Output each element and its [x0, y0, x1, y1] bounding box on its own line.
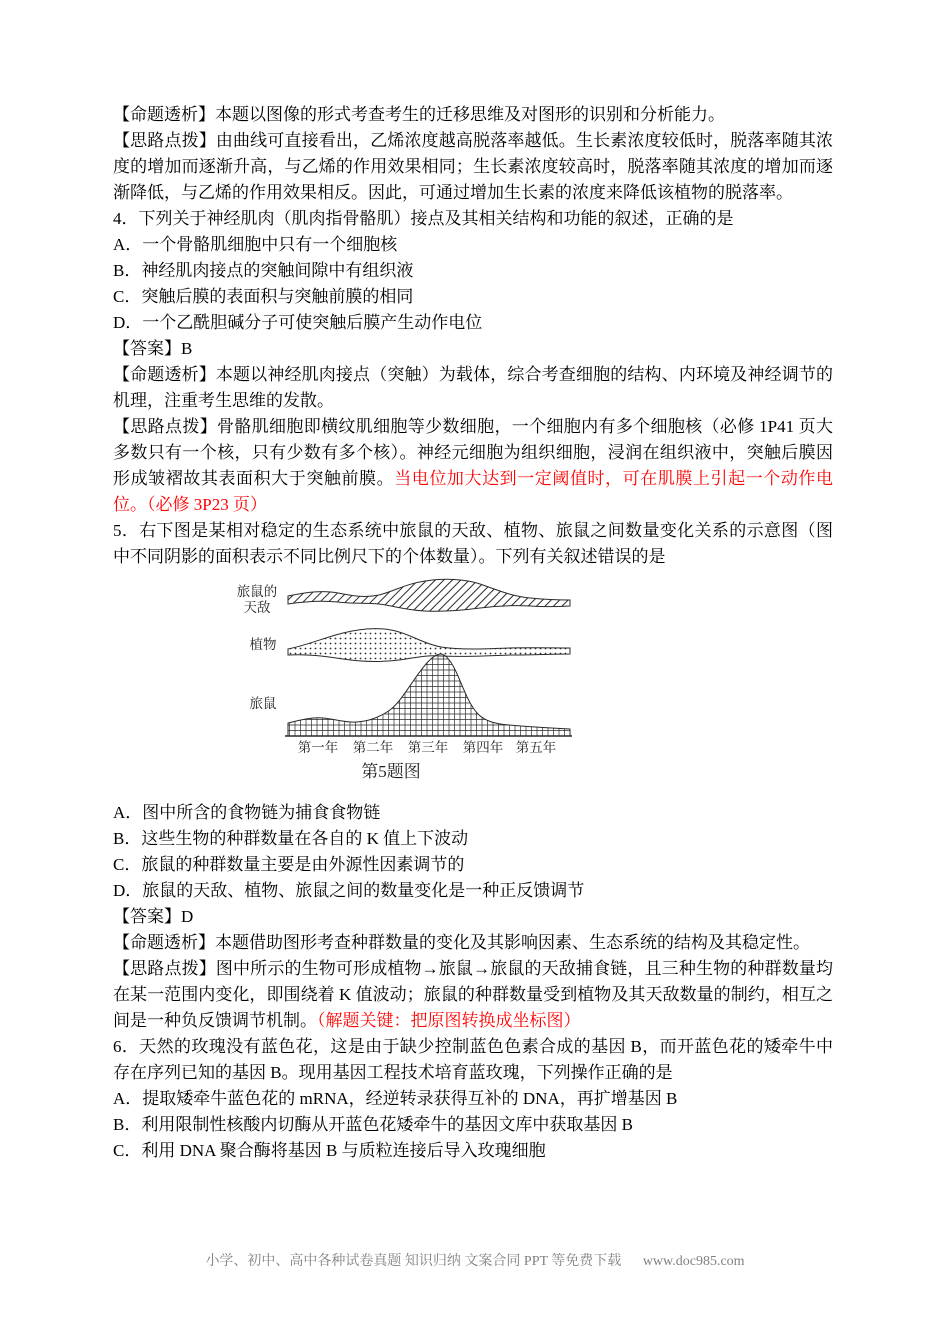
- q4-option-a: A．一个骨骼肌细胞中只有一个细胞核: [113, 235, 398, 254]
- q5-silu-paragraph: [113, 956, 833, 1034]
- q5-silu-black-text: 【思路点拨】图中所示的生物可形成植物→旅鼠→旅鼠的天敌捕食链，且三种生物的种群数量均在某一范围内变化，即围绕着 K 值波动；旅鼠的种群数量受到植物及其天敌数量的制约，相互之间是一种负反馈调节机制。: [113, 959, 833, 1030]
- plant-population-band: [288, 629, 570, 662]
- figure-label-lemming: 旅鼠: [249, 696, 277, 711]
- x-tick-year2: 第二年: [352, 740, 394, 755]
- lemming-population-band: [288, 654, 570, 736]
- figure-label-plant: 植物: [249, 637, 277, 652]
- q4-silu-black-text: 【思路点拨】骨骼肌细胞即横纹肌细胞等少数细胞，一个细胞内有多个细胞核（必修 1P41 页大多数只有一个核，只有少数有多个核）。神经元细胞为组织细胞，浸润在组织液中，突触后膜因形成皱褶故其表面积大于突触前膜。: [113, 417, 833, 488]
- q5-silu-red-text: （解题关键：把原图转换成坐标图）: [317, 1011, 581, 1030]
- q6-option-a: A．提取矮牵牛蓝色花的 mRNA，经逆转录获得互补的 DNA，再扩增基因 B: [113, 1089, 678, 1108]
- population-diagram: [223, 576, 575, 788]
- x-tick-year4: 第四年: [462, 740, 504, 755]
- figure-caption: 第5题图: [361, 762, 421, 781]
- q4-stem: 4．下列关于神经肌肉（肌肉指骨骼肌）接点及其相关结构和功能的叙述，正确的是: [113, 209, 734, 228]
- q5-option-c: C．旅鼠的种群数量主要是由外源性因素调节的: [113, 855, 465, 874]
- q5-option-d: D．旅鼠的天敌、植物、旅鼠之间的数量变化是一种正反馈调节: [113, 881, 585, 900]
- page-footer: [0, 1250, 950, 1270]
- q4-answer: 【答案】B: [113, 339, 193, 358]
- x-tick-year3: 第三年: [407, 740, 449, 755]
- q6-stem: 6．天然的玫瑰没有蓝色花，这是由于缺少控制蓝色色素合成的基因 B，而开蓝色花的矮牵牛中存在序列已知的基因 B。现用基因工程技术培育蓝玫瑰，下列操作正确的是: [113, 1037, 833, 1082]
- figure-label-predator-line2: 天敌: [243, 600, 271, 615]
- q6-option-c: C．利用 DNA 聚合酶将基因 B 与质粒连接后导入玫瑰细胞: [113, 1141, 546, 1160]
- q4-mingti-paragraph: 【命题透析】本题以神经肌肉接点（突触）为载体，综合考查细胞的结构、内环境及神经调节的机理，注重考生思维的发散。: [113, 365, 833, 410]
- q4-option-c: C．突触后膜的表面积与突触前膜的相同: [113, 287, 414, 306]
- q5-answer: 【答案】D: [113, 907, 194, 926]
- q3-silu-paragraph: 【思路点拨】由曲线可直接看出，乙烯浓度越高脱落率越低。生长素浓度较低时，脱落率随其浓度的增加而逐渐升高，与乙烯的作用效果相同；生长素浓度较高时，脱落率随其浓度的增加而逐渐降低，与乙烯的作用效果相反。因此，可通过增加生长素的浓度来降低该植物的脱落率。: [113, 131, 833, 202]
- predator-population-band: [288, 579, 570, 611]
- q5-stem: 5．右下图是某相对稳定的生态系统中旅鼠的天敌、植物、旅鼠之间数量变化关系的示意图（图中不同阴影的面积表示不同比例尺下的个体数量）。下列有关叙述错误的是: [113, 521, 833, 566]
- q6-option-b: B．利用限制性核酸内切酶从开蓝色花矮牵牛的基因文库中获取基因 B: [113, 1115, 633, 1134]
- q5-mingti-paragraph: 【命题透析】本题借助图形考查种群数量的变化及其影响因素、生态系统的结构及其稳定性。: [113, 933, 810, 952]
- q4-option-d: D．一个乙酰胆碱分子可使突触后膜产生动作电位: [113, 313, 483, 332]
- x-tick-year5: 第五年: [515, 740, 557, 755]
- q5-option-a: A．图中所含的食物链为捕食食物链: [113, 803, 381, 822]
- q4-silu-paragraph: [113, 414, 833, 518]
- q5-figure: [223, 576, 833, 796]
- x-tick-year1: 第一年: [297, 740, 339, 755]
- footer-text: 小学、初中、高中各种试卷真题 知识归纳 文案合同 PPT 等免费下载: [205, 1254, 622, 1269]
- figure-label-predator-line1: 旅鼠的: [236, 584, 278, 599]
- q5-option-b: B．这些生物的种群数量在各自的 K 值上下波动: [113, 829, 469, 848]
- footer-site-link[interactable]: www.doc985.com: [642, 1254, 745, 1269]
- q4-silu-red-text: 当电位加大达到一定阈值时，可在肌膜上引起一个动作电位。（必修 3P23 页）: [113, 469, 834, 514]
- q4-option-b: B．神经肌肉接点的突触间隙中有组织液: [113, 261, 414, 280]
- q3-mingti-paragraph: 【命题透析】本题以图像的形式考查考生的迁移思维及对图形的识别和分析能力。: [113, 105, 725, 124]
